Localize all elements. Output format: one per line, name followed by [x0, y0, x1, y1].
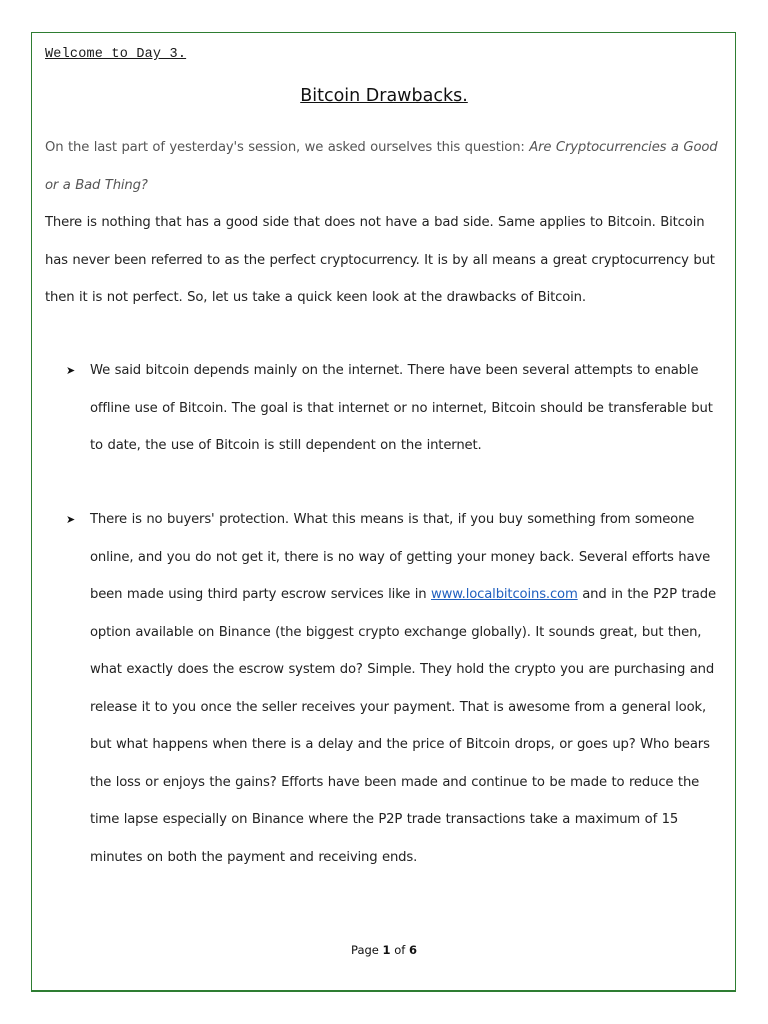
body-paragraph: There is nothing that has a good side that does not have a bad side. Same applies to Bitcoin. Bitcoin has never been referred to as the perfect cryptocurrency. It is by all means a great cryptocurrency but then it is not perfect. So, let us take a quick keen look at the drawbacks of Bitcoin.: [45, 215, 715, 305]
bullet-text-before-link: There is no buyers' protection. What this means is that, if you buy something from someone online, and you do not get it, there is no way of getting your money back. Several efforts have been made using third party escrow services like in: [90, 512, 711, 602]
bullet-item: We said bitcoin depends mainly on the internet. There have been several attempts to enable offline use of Bitcoin. The goal is that internet or no internet, Bitcoin should be transferable but to date, the use of Bitcoin is still dependent on the internet.: [90, 363, 713, 453]
localbitcoins-link[interactable]: www.localbitcoins.com: [430, 587, 578, 602]
total-pages: 6: [408, 943, 417, 957]
bullet-arrow-icon: ➤: [66, 364, 76, 377]
page-title: Bitcoin Drawbacks.: [300, 86, 468, 106]
bullet-text-after-link: and in the P2P trade option available on Binance (the biggest crypto exchange globally). It sounds great, but then, what exactly does the escrow system do? Simple. They hold the crypto you are purchasing and release it to you once the seller receives your payment. That is awesome from a general look, but what happens when there is a delay and the price of Bitcoin drops, or goes up? Who bears the loss or enjoys the gains? Efforts have been made and continue to be made to reduce the time lapse especially on Binance where the P2P trade transactions take a maximum of 15 minutes on both the payment and receiving ends.: [90, 587, 716, 865]
current-page: 1: [382, 943, 391, 957]
bullet-arrow-icon: ➤: [66, 513, 76, 526]
intro-text: On the last part of yesterday's session, we asked ourselves this question:: [45, 140, 530, 155]
intro-question: Are Cryptocurrencies a Good or a Bad Thing?: [45, 140, 718, 193]
intro-paragraph: [45, 129, 725, 204]
page-of-label: of: [390, 943, 409, 957]
page-footer: [0, 943, 768, 957]
welcome-heading: Welcome to Day 3.: [45, 47, 187, 62]
bullet-item: [90, 501, 730, 876]
page-label: Page: [351, 943, 383, 957]
